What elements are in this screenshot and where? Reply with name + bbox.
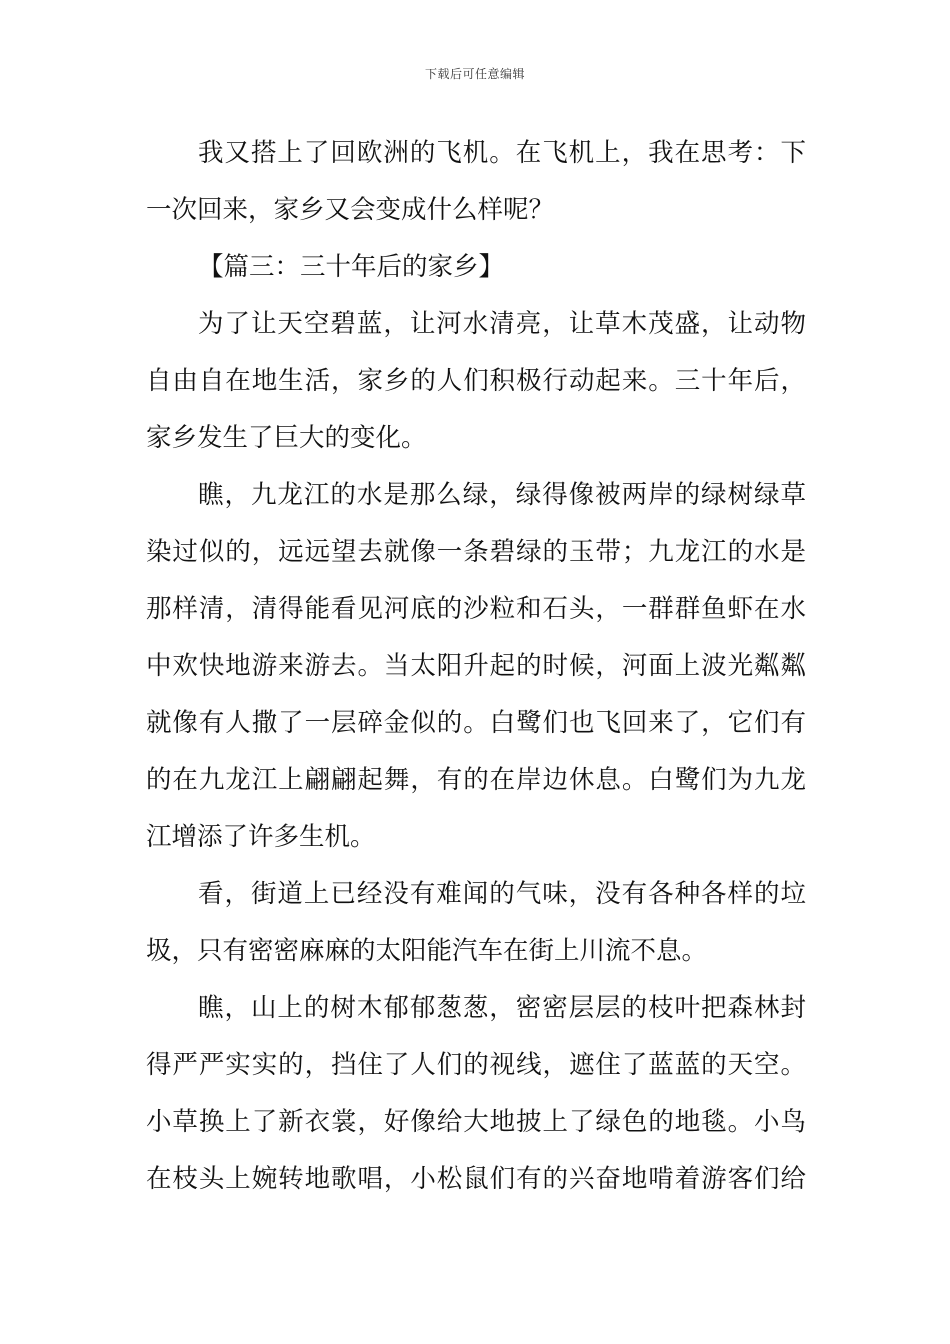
paragraph (146, 987, 806, 1215)
text-line: 瞧，山上的树木郁郁葱葱，密密层层的枝叶把森林封 (198, 993, 806, 1023)
text-line: 一次回来，家乡又会变成什么样呢？ (146, 195, 555, 225)
text-line: 就像有人撒了一层碎金似的。白鹭们也飞回来了，它们有 (146, 708, 806, 738)
document-body (146, 132, 806, 1215)
text-line: 圾，只有密密麻麻的太阳能汽车在街上川流不息。 (146, 936, 708, 966)
text-line: 我又搭上了回欧洲的飞机。在飞机上，我在思考：下 (198, 138, 806, 168)
text-line: 看，街道上已经没有难闻的气味，没有各种各样的垃 (198, 879, 806, 909)
text-line: 自由自在地生活，家乡的人们积极行动起来。三十年后， (146, 366, 806, 396)
text-line: 江增添了许多生机。 (146, 822, 376, 852)
paragraph (146, 303, 806, 474)
text-line: 家乡发生了巨大的变化。 (146, 423, 427, 453)
paragraph (146, 873, 806, 987)
text-line: 得严严实实的，挡住了人们的视线，遮住了蓝蓝的天空。 (146, 1050, 806, 1080)
text-line: 那样清，清得能看见河底的沙粒和石头，一群群鱼虾在水 (146, 594, 806, 624)
text-line: 的在九龙江上翩翩起舞，有的在岸边休息。白鹭们为九龙 (146, 765, 806, 795)
text-line: 在枝头上婉转地歌唱，小松鼠们有的兴奋地啃着游客们给 (146, 1164, 806, 1194)
text-line: 瞧，九龙江的水是那么绿，绿得像被两岸的绿树绿草 (198, 480, 806, 510)
text-line: 染过似的，远远望去就像一条碧绿的玉带；九龙江的水是 (146, 537, 806, 567)
text-line: 为了让天空碧蓝，让河水清亮，让草木茂盛，让动物 (198, 309, 806, 339)
text-line: 中欢快地游来游去。当太阳升起的时候，河面上波光粼粼 (146, 651, 806, 681)
heading-line: 【篇三：三十年后的家乡】 (198, 252, 505, 282)
paragraph (146, 132, 806, 246)
paragraph (146, 474, 806, 873)
section-heading (146, 246, 806, 303)
text-line: 小草换上了新衣裳，好像给大地披上了绿色的地毯。小鸟 (146, 1107, 806, 1137)
page-header: 下载后可任意编辑 (424, 67, 525, 81)
